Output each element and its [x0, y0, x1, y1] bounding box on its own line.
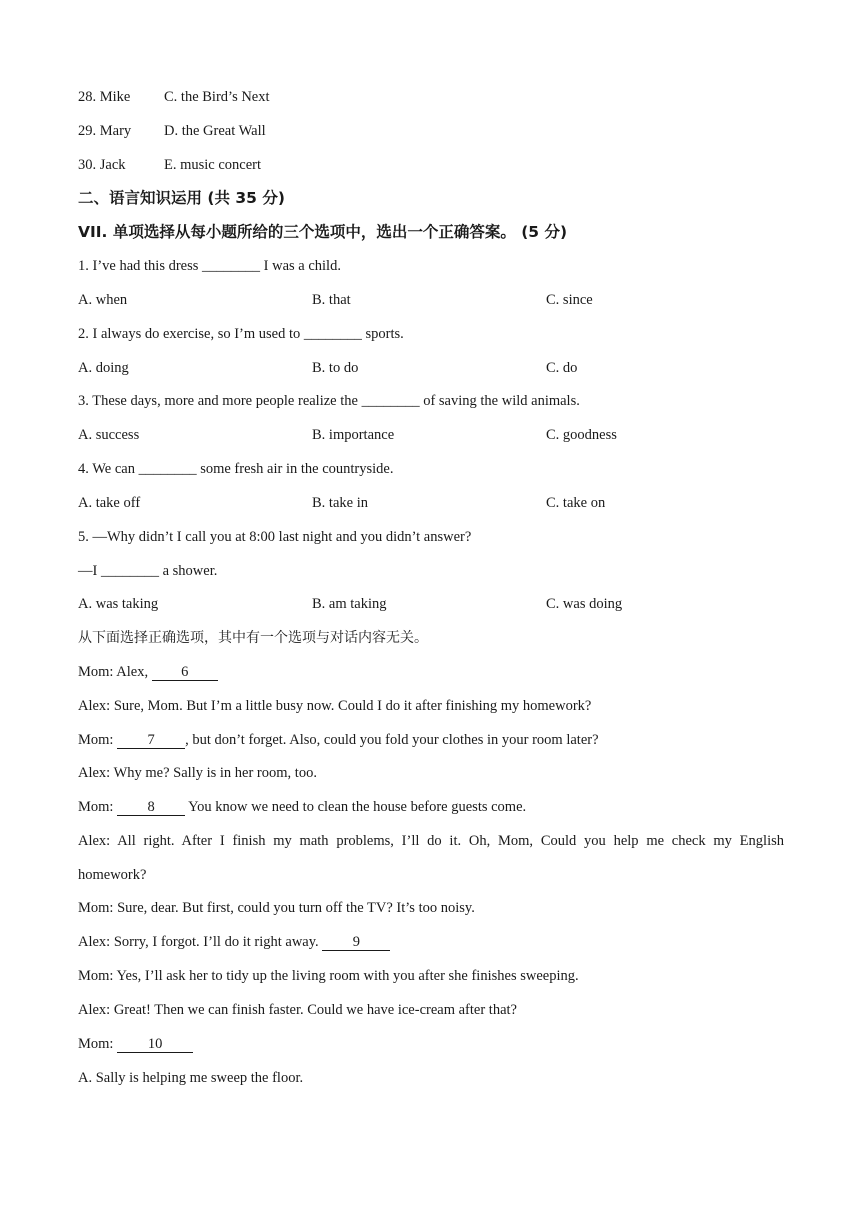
matching-row — [78, 122, 266, 140]
dialogue-line-continued: homework? — [78, 867, 147, 883]
question-options — [78, 359, 577, 377]
option-c: C. goodness — [546, 427, 617, 443]
section-title: 二、语言知识运用 (共 35 分) — [78, 189, 285, 207]
answer-blank-8[interactable]: 8 — [117, 800, 185, 816]
dialogue-line: Mom: Yes, I’ll ask her to tidy up the living room with you after she finishes sweeping. — [78, 968, 579, 984]
answer-blank-6[interactable]: 6 — [152, 665, 218, 681]
matching-row — [78, 156, 261, 174]
question-options — [78, 426, 617, 444]
option-b: B. importance — [312, 427, 395, 443]
question-options — [78, 494, 605, 512]
dialogue-text: Alex: Sorry, I forgot. I’ll do it right away. — [78, 934, 323, 950]
question-stem-continued: —I ________ a shower. — [78, 563, 218, 579]
matching-number: 30. Jack — [78, 157, 126, 173]
question-options — [78, 291, 593, 309]
speaker-text: Mom: Alex, — [78, 664, 152, 680]
question-stem: 1. I’ve had this dress ________ I was a child. — [78, 258, 341, 274]
matching-number: 28. Mike — [78, 89, 131, 105]
question-stem: 2. I always do exercise, so I’m used to ________ sports. — [78, 326, 404, 342]
option-a: A. success — [78, 427, 140, 443]
answer-blank-9[interactable]: 9 — [322, 935, 390, 951]
speaker-text: Mom: — [78, 1036, 118, 1052]
question-options — [78, 595, 622, 613]
option-c: C. since — [546, 292, 593, 308]
matching-number: 29. Mary — [78, 123, 132, 139]
question-stem: 4. We can ________ some fresh air in the countryside. — [78, 461, 394, 477]
dialogue-text: , but don’t forget. Also, could you fold your clothes in your room later? — [185, 732, 599, 748]
dialogue-line — [78, 933, 390, 951]
dialogue-line — [78, 731, 599, 749]
dialogue-instruction: 从下面选择正确选项，其中有一个选项与对话内容无关。 — [78, 630, 428, 646]
option-c: C. was doing — [546, 596, 623, 612]
answer-blank-10[interactable]: 10 — [117, 1037, 193, 1053]
matching-row — [78, 88, 270, 106]
dialogue-line — [78, 1035, 193, 1053]
answer-option: A. Sally is helping me sweep the floor. — [78, 1070, 304, 1086]
option-b: B. to do — [312, 360, 359, 376]
option-a: A. doing — [78, 360, 129, 376]
option-b: B. that — [312, 292, 351, 308]
dialogue-text: You know we need to clean the house before guests come. — [185, 799, 527, 815]
question-stem: 3. These days, more and more people realize the ________ of saving the wild animals. — [78, 393, 580, 409]
option-c: C. take on — [546, 495, 606, 511]
matching-option: D. the Great Wall — [164, 123, 266, 139]
answer-blank-7[interactable]: 7 — [117, 733, 185, 749]
option-b: B. take in — [312, 495, 368, 511]
matching-option: C. the Bird’s Next — [164, 89, 270, 105]
dialogue-line — [78, 798, 526, 816]
option-a: A. take off — [78, 495, 141, 511]
dialogue-line: Alex: Sure, Mom. But I’m a little busy now. Could I do it after finishing my homework? — [78, 698, 592, 714]
part-title: VII. 单项选择从每小题所给的三个选项中，选出一个正确答案。 (5 分) — [78, 223, 568, 241]
speaker-text: Mom: — [78, 732, 118, 748]
option-c: C. do — [546, 360, 578, 376]
option-a: A. when — [78, 292, 128, 308]
option-b: B. am taking — [312, 596, 387, 612]
option-a: A. was taking — [78, 596, 159, 612]
dialogue-line: Alex: Why me? Sally is in her room, too. — [78, 765, 317, 781]
matching-option: E. music concert — [164, 157, 262, 173]
dialogue-line — [78, 663, 218, 681]
question-stem: 5. —Why didn’t I call you at 8:00 last night and you didn’t answer? — [78, 529, 472, 545]
dialogue-line: Alex: All right. After I finish my math problems, I’ll do it. Oh, Mom, Could you help me check my English — [78, 833, 784, 849]
dialogue-line: Alex: Great! Then we can finish faster. Could we have ice-cream after that? — [78, 1002, 517, 1018]
speaker-text: Mom: — [78, 799, 118, 815]
dialogue-line: Mom: Sure, dear. But first, could you turn off the TV? It’s too noisy. — [78, 900, 475, 916]
